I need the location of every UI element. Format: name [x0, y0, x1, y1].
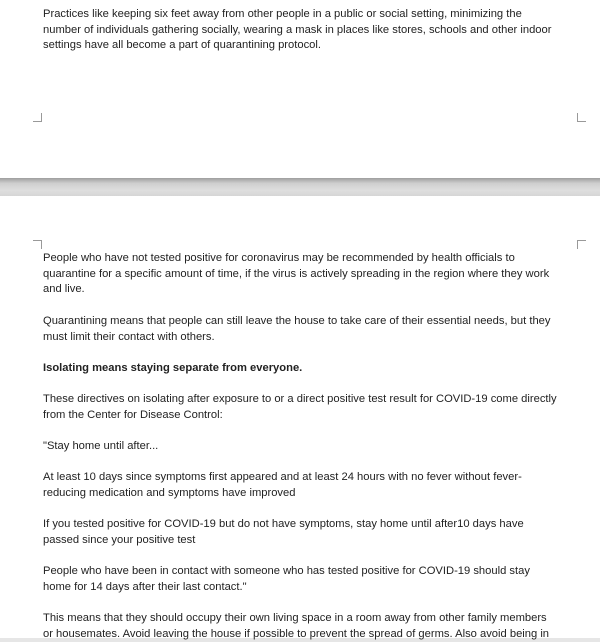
margin-corner-marker [33, 240, 42, 249]
paragraph-cdc-directives[interactable]: These directives on isolating after exposure to or a direct positive test result for COVID-19 come directly from the Center for Disease Control: [43, 393, 557, 421]
paragraph-quarantining-meaning[interactable]: Quarantining means that people can still leave the house to take care of their essential needs, but they must limit their contact with others. [43, 315, 551, 343]
margin-corner-marker [577, 113, 586, 122]
document-page-2[interactable] [0, 196, 600, 638]
paragraph-isolating-heading[interactable]: Isolating means staying separate from everyone. [43, 362, 303, 374]
margin-corner-marker [33, 113, 42, 122]
document-page-1[interactable] [0, 0, 600, 178]
page-break-gap [0, 178, 600, 196]
paragraph-symptoms-criteria[interactable]: At least 10 days since symptoms first appeared and at least 24 hours with no fever without fever-reducing medication and symptoms have improved [43, 471, 522, 499]
paragraph-asymptomatic-criteria[interactable]: If you tested positive for COVID-19 but do not have symptoms, stay home until after10 days have passed since your positive test [43, 518, 524, 546]
paragraph-living-space[interactable]: This means that they should occupy their own living space in a room away from other family members or housemates. Avoid leaving the house if possible to prevent the spread of germs. Also avoid being in [43, 612, 550, 640]
paragraph-quarantine-recommendation[interactable]: People who have not tested positive for coronavirus may be recommended by health officials to quarantine for a specific amount of time, if the virus is actively spreading in the region where they work and live. [43, 252, 550, 295]
paragraph-stay-home-quote[interactable]: "Stay home until after... [43, 440, 159, 452]
paragraph-social-distancing[interactable]: Practices like keeping six feet away from other people in a public or social setting, minimizing the number of individuals gathering socially, wearing a mask in places like stores, schools and other indoor settings have all become a part of quarantining protocol. [43, 8, 552, 51]
paragraph-contact-criteria[interactable]: People who have been in contact with someone who has tested positive for COVID-19 should stay home for 14 days after their last contact." [43, 565, 530, 593]
margin-corner-marker [577, 240, 586, 249]
